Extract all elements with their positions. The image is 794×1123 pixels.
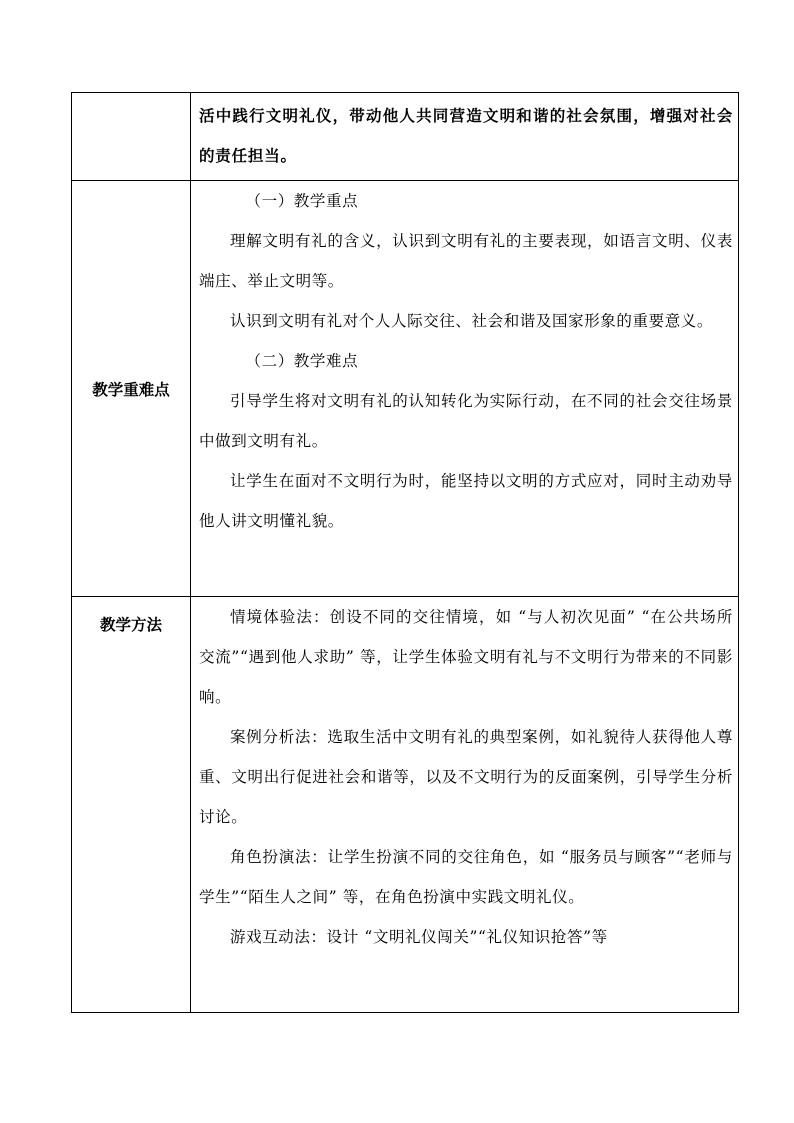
lesson-plan-table bbox=[71, 92, 739, 1013]
table-row-key-difficult-points bbox=[72, 181, 739, 597]
method-paragraph: 角色扮演法：让学生扮演不同的交往角色，如 “服务员与顾客”“老师与学生”“陌生人之间” 等，在角色扮演中实践文明礼仪。 bbox=[199, 848, 733, 906]
difficult-point-paragraph: 引导学生将对文明有礼的认知转化为实际行动，在不同的社会交往场景中做到文明有礼。 bbox=[199, 392, 733, 450]
section-heading-key-points: （一）教学重点 bbox=[245, 192, 359, 210]
goals-continued-text: 活中践行文明礼仪，带动他人共同营造文明和谐的社会氛围，增强对社会的责任担当。 bbox=[199, 107, 733, 165]
table-row-teaching-methods bbox=[72, 597, 739, 1013]
key-point-paragraph: 理解文明有礼的含义，认识到文明有礼的主要表现，如语言文明、仪表端庄、举止文明等。 bbox=[199, 232, 733, 290]
table-row-goals-continued bbox=[72, 93, 739, 181]
key-point-paragraph: 认识到文明有礼对个人人际交往、社会和谐及国家形象的重要意义。 bbox=[230, 312, 714, 330]
key-difficult-points-cell bbox=[191, 181, 739, 597]
difficult-point-paragraph: 让学生在面对不文明行为时，能坚持以文明的方式应对，同时主动劝导他人讲文明懂礼貌。 bbox=[199, 472, 733, 530]
section-heading-difficult-points: （二）教学难点 bbox=[245, 352, 359, 370]
teaching-methods-cell bbox=[191, 597, 739, 1013]
row-label-teaching-methods: 教学方法 bbox=[72, 597, 191, 1013]
row-label-empty bbox=[72, 93, 191, 181]
row-label-key-difficult-points: 教学重难点 bbox=[72, 181, 191, 597]
method-paragraph: 情境体验法：创设不同的交往情境，如 “与人初次见面” “在公共场所交流”“遇到他人求助” 等，让学生体验文明有礼与不文明行为带来的不同影响。 bbox=[199, 608, 733, 706]
method-paragraph: 游戏互动法：设计 “文明礼仪闯关”“礼仪知识抢答”等 bbox=[230, 928, 608, 946]
goals-continued-cell bbox=[191, 93, 739, 181]
method-paragraph: 案例分析法：选取生活中文明有礼的典型案例，如礼貌待人获得他人尊重、文明出行促进社会和谐等，以及不文明行为的反面案例，引导学生分析讨论。 bbox=[199, 728, 733, 826]
